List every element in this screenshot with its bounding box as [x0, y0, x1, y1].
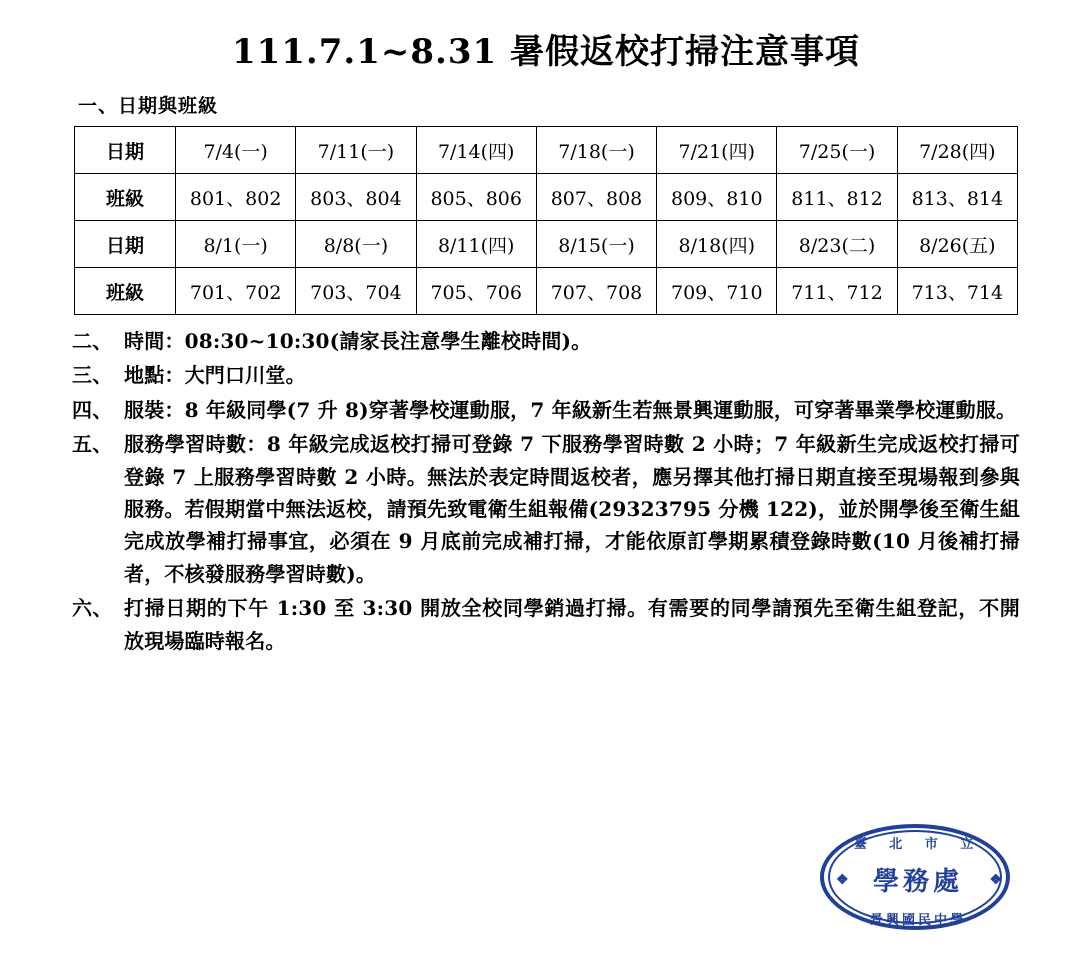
table-cell: 807、808 [536, 174, 656, 221]
table-cell: 7/18(一) [536, 127, 656, 174]
table-row [75, 127, 1018, 174]
row-label: 日期 [75, 221, 176, 268]
table-row [75, 221, 1018, 268]
table-cell: 705、706 [416, 268, 536, 315]
page-title: 111.7.1~8.31 暑假返校打掃注意事項 [231, 32, 861, 72]
list-item [72, 394, 1020, 426]
table-cell: 713、714 [897, 268, 1017, 315]
list-item-marker: 六、 [72, 596, 113, 621]
official-stamp [820, 824, 1020, 944]
list-item-text: 打掃日期的下午 1:30 至 3:30 開放全校同學銷過打掃。有需要的同學請預先至衛生組登記，不開放現場臨時報名。 [124, 596, 1020, 653]
table-cell: 709、710 [657, 268, 777, 315]
table-cell: 707、708 [536, 268, 656, 315]
table-cell: 7/4(一) [176, 127, 296, 174]
row-label: 日期 [75, 127, 176, 174]
table-cell: 711、712 [777, 268, 897, 315]
schedule-table [74, 126, 1018, 315]
list-item [72, 592, 1020, 657]
table-row [75, 174, 1018, 221]
list-item-text: 服裝：8 年級同學(7 升 8)穿著學校運動服，7 年級新生若無景興運動服，可穿著畢業學校運動服。 [124, 397, 1017, 422]
table-cell: 801、802 [176, 174, 296, 221]
stamp-bottom-text: 景興國民中學 [869, 913, 967, 928]
table-cell: 811、812 [777, 174, 897, 221]
table-cell: 7/21(四) [657, 127, 777, 174]
notice-list [72, 325, 1020, 657]
list-item-marker: 四、 [72, 397, 113, 422]
stamp-top-text: 臺 北 市 立 [853, 837, 983, 852]
list-item [72, 359, 1020, 391]
table-cell: 8/8(一) [296, 221, 416, 268]
list-item-text: 服務學習時數：8 年級完成返校打掃可登錄 7 下服務學習時數 2 小時；7 年級新生完成返校打掃可登錄 7 上服務學習時數 2 小時。無法於表定時間返校者，應另擇其他打掃日期直接至現場報到參與服務。若假期當中無法返校，請預先致電衛生組報備(29323795 分機 122)，並於開學後至衛生組完成放學補打掃事宜，必須在 9 月底前完成補打掃，才能依原訂學期累積登錄時數(10 月後補打掃者，不核發服務學習時數)。 [124, 432, 1020, 586]
list-item-marker: 五、 [72, 432, 113, 457]
table-cell: 7/25(一) [777, 127, 897, 174]
document-page [0, 24, 1092, 962]
table-cell: 805、806 [416, 174, 536, 221]
stamp-graphic [820, 824, 1016, 936]
table-cell: 8/18(四) [657, 221, 777, 268]
table-cell: 703、704 [296, 268, 416, 315]
list-item-text: 時間：08:30~10:30(請家長注意學生離校時間)。 [124, 329, 592, 353]
table-cell: 8/26(五) [897, 221, 1017, 268]
table-cell: 7/11(一) [296, 127, 416, 174]
row-label: 班級 [75, 268, 176, 315]
stamp-right-ornament-icon: ❖ [989, 872, 1002, 888]
list-item [72, 428, 1020, 590]
list-item [72, 325, 1020, 357]
list-item-text: 地點：大門口川堂。 [124, 363, 306, 388]
row-label: 班級 [75, 174, 176, 221]
stamp-left-ornament-icon: ❖ [836, 872, 849, 888]
table-cell: 8/1(一) [176, 221, 296, 268]
table-cell: 8/11(四) [416, 221, 536, 268]
section-heading-schedule: 一、日期與班級 [78, 95, 219, 117]
list-item-marker: 二、 [72, 329, 113, 353]
table-cell: 803、804 [296, 174, 416, 221]
table-cell: 813、814 [897, 174, 1017, 221]
table-cell: 8/15(一) [536, 221, 656, 268]
table-cell: 809、810 [657, 174, 777, 221]
stamp-center-text: 學務處 [872, 866, 964, 897]
table-row [75, 268, 1018, 315]
table-cell: 701、702 [176, 268, 296, 315]
table-cell: 7/14(四) [416, 127, 536, 174]
table-cell: 7/28(四) [897, 127, 1017, 174]
table-cell: 8/23(二) [777, 221, 897, 268]
list-item-marker: 三、 [72, 363, 113, 388]
